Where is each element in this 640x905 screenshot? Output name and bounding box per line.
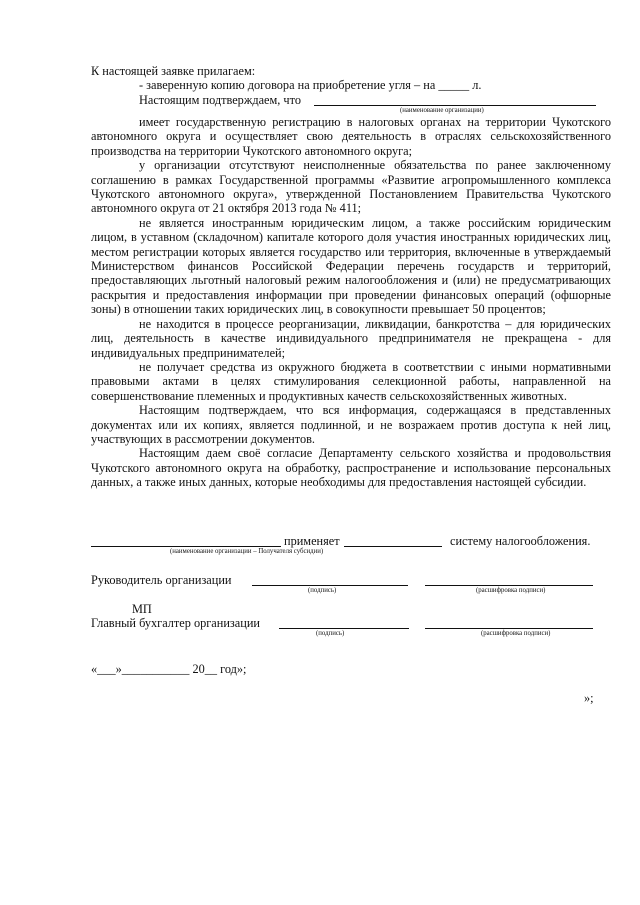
- recipient-name-line: [91, 546, 281, 547]
- head-decode-caption: (расшифровка подписи): [476, 587, 546, 594]
- head-label: Руководитель организации: [91, 573, 232, 587]
- tax-system-line: [344, 546, 442, 547]
- paragraph-obligations: у организации отсутствуют неисполненные обязательства по ранее заключенному соглашению в рамках Государственной программы «Развитие агропромышленного комплекса Чукотского автономного округа», утвержденной Постановлением Правительства Чукотского автономного округа от 21 октября 2013 года № 411;: [91, 158, 611, 216]
- confirm-text: Настоящим подтверждаем, что: [139, 93, 301, 107]
- head-signature-line: [252, 585, 408, 586]
- accountant-signature-caption: (подпись): [316, 630, 345, 637]
- accountant-signature-line: [279, 628, 409, 629]
- paragraph-budget-funds: не получает средства из окружного бюджета в соответствии с иными нормативными правовыми актами в целях стимулирования селекционной работы, направленной на совершенствование племенных и продуктивных качеств сельскохозяйственных животных.: [91, 359, 611, 403]
- attachment-text: - заверенную копию договора на приобретение угля – на: [139, 78, 436, 92]
- organization-name-caption: (наименование организации): [400, 107, 484, 114]
- accountant-decode-caption: (расшифровка подписи): [481, 630, 551, 637]
- accountant-label: Главный бухгалтер организации: [91, 616, 260, 630]
- paragraph-information-authenticity: Настоящим подтверждаем, что вся информация, содержащаяся в представленных документах или их копиях, является подлинной, и не возражаем против доступа к ней лиц, участвующих в рассмотрении документов.: [91, 403, 611, 446]
- head-decode-line: [425, 585, 593, 586]
- recipient-name-caption: (наименование организации – Получателя субсидии): [170, 548, 324, 555]
- date-line: «___»___________ 20__ год»;: [91, 662, 247, 676]
- attachment-line: [139, 78, 481, 92]
- organization-name-line: [314, 105, 596, 106]
- tax-applies-text: применяет: [284, 534, 340, 548]
- confirmation-paragraphs: [91, 115, 611, 490]
- tax-system-text: систему налогообложения.: [450, 534, 591, 548]
- paragraph-reorganization: не находится в процессе реорганизации, ликвидации, банкротства – для юридических лиц, деятельность в качестве индивидуального предпринимателя не прекращена - для индивидуальных предпринимателей;: [91, 316, 611, 360]
- seal-placeholder: МП: [132, 602, 152, 616]
- attachment-unit: л.: [472, 78, 482, 92]
- paragraph-personal-data-consent: Настоящим даем своё согласие Департаменту сельского хозяйства и продовольствия Чукотского автономного округа на обработку, распространение и использование персональных данных, а также иных данных, которые необходимы для предоставления настоящей субсидии.: [91, 446, 611, 490]
- closing-quote: »;: [584, 691, 594, 705]
- paragraph-registration: имеет государственную регистрацию в налоговых органах на территории Чукотского автономного округа и осуществляет свою деятельность в отраслях сельскохозяйственного производства на территории Чукотского автономного округа;: [91, 115, 611, 158]
- paragraph-foreign-entity: не является иностранным юридическим лицом, а также российским юридическим лицом, в уставном (складочном) капитале которого доля участия иностранных юридических лиц, местом регистрации которых является государство или территория, включенные в утверждаемый Министерством финансов Российской Федерации перечень государств и территорий, предоставляющих льготный налоговый режим налогообложения и (или) не предусматривающих раскрытия и предоставления информации при проведении финансовых операций (офшорные зоны) в отношении таких юридических лиц, в совокупности превышает 50 процентов;: [91, 215, 611, 317]
- head-signature-caption: (подпись): [308, 587, 337, 594]
- attachment-blank: _____: [438, 78, 470, 92]
- intro-text: К настоящей заявке прилагаем:: [91, 64, 256, 78]
- accountant-decode-line: [425, 628, 593, 629]
